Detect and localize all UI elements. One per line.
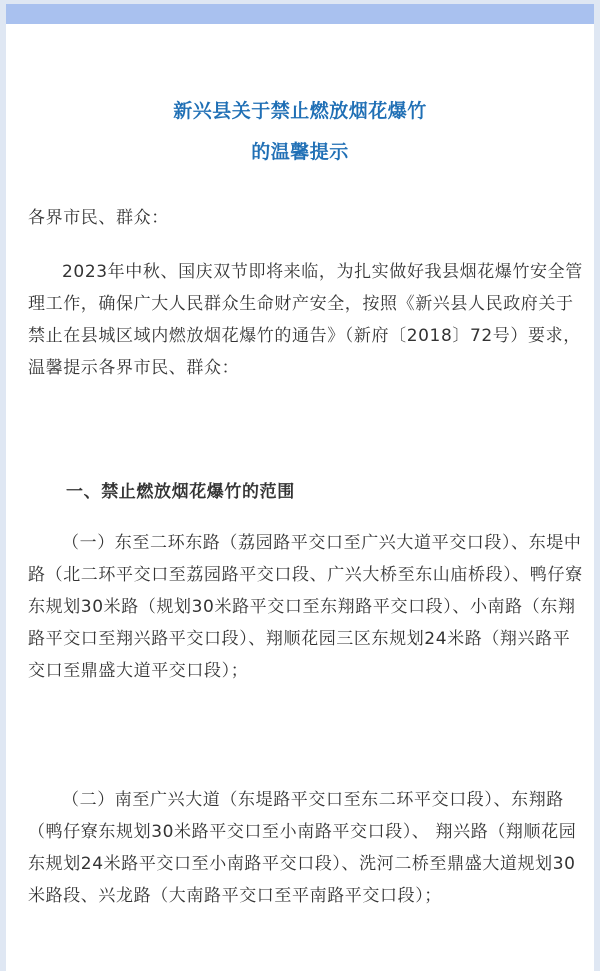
notice-title-line1: 新兴县关于禁止燃放烟花爆竹	[173, 100, 427, 122]
notice-title-line2: 的温馨提示	[251, 141, 349, 163]
scope-item-2: （二）南至广兴大道（东堤路平交口至东二环平交口段）、东翔路（鸭仔寮东规划30米路平交口至小南路平交口段）、 翔兴路（翔顺花园东规划24米路平交口至小南路平交口段）、洗河二桥至鼎盛大道规划30米路段、兴龙路（大南路平交口至平南路平交口段）；	[28, 790, 577, 906]
scope-item-1: （一）东至二环东路（荔园路平交口至广兴大道平交口段）、东堤中路（北二环平交口至荔园路平交口段、广兴大桥至东山庙桥段）、鸭仔寮东规划30米路（规划30米路平交口至东翔路平交口段）、小南路（东翔路平交口至翔兴路平交口段）、翔顺花园三区东规划24米路（翔兴路平交口至鼎盛大道平交口段）；	[28, 533, 583, 681]
section1-heading: 一、禁止燃放烟花爆竹的范围	[66, 482, 295, 502]
salutation: 各界市民、群众：	[28, 208, 169, 228]
notice-sheet	[6, 24, 594, 971]
intro-paragraph: 2023年中秋、国庆双节即将来临，为扎实做好我县烟花爆竹安全管理工作，确保广大人民群众生命财产安全，按照《新兴县人民政府关于禁止在县城区域内燃放烟花爆竹的通告》（新府〔2018〕72号）要求，温馨提示各界市民、群众：	[28, 262, 583, 378]
top-color-bar	[6, 4, 594, 24]
